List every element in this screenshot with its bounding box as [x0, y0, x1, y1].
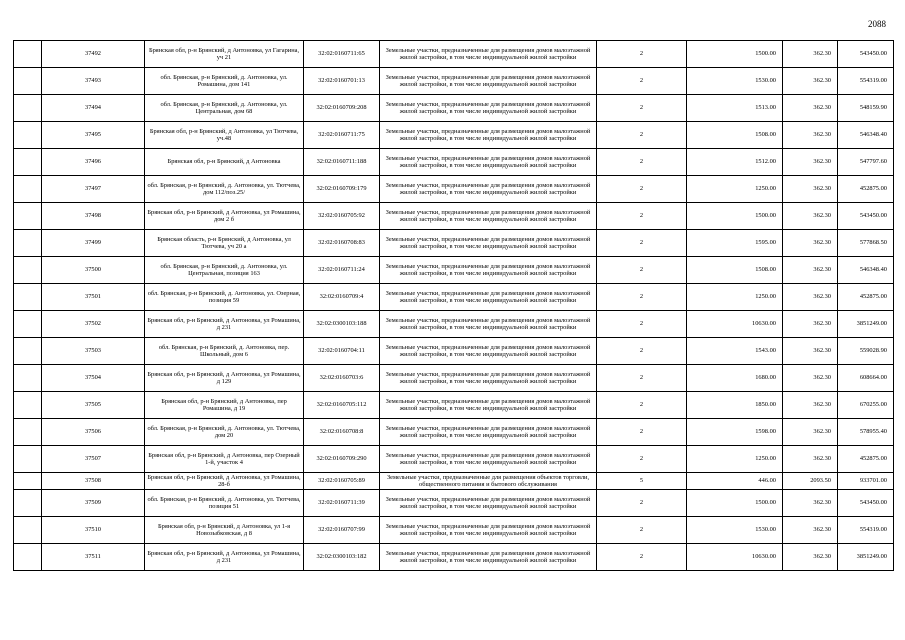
group-cell: 2	[597, 230, 687, 257]
land-use-cell: Земельные участки, предназначенные для размещения домов малоэтажной жилой застройки, в том числе индивидуальной жилой застройки	[380, 517, 597, 544]
area-cell: 1680.00	[687, 365, 783, 392]
group-cell: 5	[597, 473, 687, 490]
address-cell: обл. Брянская, р-н Брянский, д. Антоновка, ул. Тютчева, дом 112/поз.25/	[145, 176, 304, 203]
row-number-cell: 37493	[42, 68, 145, 95]
blank-margin-cell	[14, 203, 42, 230]
land-use-cell: Земельные участки, предназначенные для размещения домов малоэтажной жилой застройки, в том числе индивидуальной жилой застройки	[380, 176, 597, 203]
blank-margin-cell	[14, 68, 42, 95]
row-number-cell: 37510	[42, 517, 145, 544]
address-cell: обл. Брянская, р-н Брянский, д. Антоновка, ул. Ромашина, дом 141	[145, 68, 304, 95]
cadastral-number-cell: 32:02:0160708:83	[304, 230, 380, 257]
group-cell: 2	[597, 311, 687, 338]
group-cell: 2	[597, 419, 687, 446]
rate-cell: 362.30	[783, 517, 838, 544]
row-number-cell: 37507	[42, 446, 145, 473]
area-cell: 1850.00	[687, 392, 783, 419]
address-cell: Брянская обл, р-н Брянский, д Антоновка, ул Гагарина, уч 21	[145, 41, 304, 68]
row-number-cell: 37505	[42, 392, 145, 419]
land-use-cell: Земельные участки, предназначенные для размещения объектов торговли, общественного питания и бытового обслуживания	[380, 473, 597, 490]
cadastral-number-cell: 32:02:0160709:208	[304, 95, 380, 122]
table-body	[14, 41, 894, 571]
cadastral-value-cell: 546348.40	[838, 122, 894, 149]
area-cell: 1500.00	[687, 41, 783, 68]
cadastral-number-cell: 32:02:0160711:65	[304, 41, 380, 68]
land-use-cell: Земельные участки, предназначенные для размещения домов малоэтажной жилой застройки, в том числе индивидуальной жилой застройки	[380, 257, 597, 284]
area-cell: 1513.00	[687, 95, 783, 122]
table-row	[14, 311, 894, 338]
cadastral-number-cell: 32:02:0160705:92	[304, 203, 380, 230]
group-cell: 2	[597, 365, 687, 392]
land-use-cell: Земельные участки, предназначенные для размещения домов малоэтажной жилой застройки, в том числе индивидуальной жилой застройки	[380, 419, 597, 446]
blank-margin-cell	[14, 338, 42, 365]
address-cell: Брянская обл, р-н Брянский, д Антоновка	[145, 149, 304, 176]
cadastral-number-cell: 32:02:0160701:13	[304, 68, 380, 95]
cadastral-value-cell: 670255.00	[838, 392, 894, 419]
table-row	[14, 473, 894, 490]
blank-margin-cell	[14, 257, 42, 284]
table-row	[14, 122, 894, 149]
area-cell: 1250.00	[687, 446, 783, 473]
row-number-cell: 37509	[42, 490, 145, 517]
area-cell: 1250.00	[687, 284, 783, 311]
cadastral-number-cell: 32:02:0160711:188	[304, 149, 380, 176]
cadastral-number-cell: 32:02:0160711:39	[304, 490, 380, 517]
address-cell: обл. Брянская, р-н Брянский, д. Антоновка, пер. Школьный, дом 6	[145, 338, 304, 365]
cadastral-value-cell: 543450.00	[838, 41, 894, 68]
area-cell: 1530.00	[687, 68, 783, 95]
cadastral-number-cell: 32:02:0160709:179	[304, 176, 380, 203]
row-number-cell: 37511	[42, 544, 145, 571]
rate-cell: 362.30	[783, 203, 838, 230]
land-use-cell: Земельные участки, предназначенные для размещения домов малоэтажной жилой застройки, в том числе индивидуальной жилой застройки	[380, 284, 597, 311]
cadastral-value-cell: 543450.00	[838, 490, 894, 517]
table-row	[14, 419, 894, 446]
land-use-cell: Земельные участки, предназначенные для размещения домов малоэтажной жилой застройки, в том числе индивидуальной жилой застройки	[380, 311, 597, 338]
area-cell: 1530.00	[687, 517, 783, 544]
rate-cell: 362.30	[783, 95, 838, 122]
group-cell: 2	[597, 149, 687, 176]
row-number-cell: 37494	[42, 95, 145, 122]
rate-cell: 362.30	[783, 338, 838, 365]
group-cell: 2	[597, 203, 687, 230]
address-cell: Брянская обл, р-н Брянский, д Антоновка, пер Озерный 1-й, участок 4	[145, 446, 304, 473]
cadastral-value-cell: 3851249.00	[838, 311, 894, 338]
address-cell: Брянская обл, р-н Брянский, д Антоновка, ул 1-я Новозыбковская, д 8	[145, 517, 304, 544]
area-cell: 1595.00	[687, 230, 783, 257]
rate-cell: 362.30	[783, 149, 838, 176]
land-use-cell: Земельные участки, предназначенные для размещения домов малоэтажной жилой застройки, в том числе индивидуальной жилой застройки	[380, 68, 597, 95]
cadastral-value-cell: 452875.00	[838, 176, 894, 203]
cadastral-number-cell: 32:02:0160703:6	[304, 365, 380, 392]
cadastral-value-cell: 543450.00	[838, 203, 894, 230]
row-number-cell: 37501	[42, 284, 145, 311]
blank-margin-cell	[14, 284, 42, 311]
address-cell: Брянская обл, р-н Брянский, д Антоновка, ул Тютчева, уч.48	[145, 122, 304, 149]
group-cell: 2	[597, 517, 687, 544]
row-number-cell: 37495	[42, 122, 145, 149]
row-number-cell: 37499	[42, 230, 145, 257]
address-cell: Брянская обл, р-н Брянский, д Антоновка, ул Ромашина, д 231	[145, 544, 304, 571]
cadastral-value-cell: 3851249.00	[838, 544, 894, 571]
cadastral-value-cell: 608664.00	[838, 365, 894, 392]
blank-margin-cell	[14, 473, 42, 490]
cadastral-number-cell: 32:02:0160711:75	[304, 122, 380, 149]
table-row	[14, 392, 894, 419]
area-cell: 10630.00	[687, 544, 783, 571]
group-cell: 2	[597, 41, 687, 68]
cadastral-number-cell: 32:02:0160705:89	[304, 473, 380, 490]
land-use-cell: Земельные участки, предназначенные для размещения домов малоэтажной жилой застройки, в том числе индивидуальной жилой застройки	[380, 490, 597, 517]
row-number-cell: 37500	[42, 257, 145, 284]
land-use-cell: Земельные участки, предназначенные для размещения домов малоэтажной жилой застройки, в том числе индивидуальной жилой застройки	[380, 392, 597, 419]
rate-cell: 362.30	[783, 122, 838, 149]
address-cell: обл. Брянская, р-н Брянский, д. Антоновка, ул. Центральная, дом 68	[145, 95, 304, 122]
land-use-cell: Земельные участки, предназначенные для размещения домов малоэтажной жилой застройки, в том числе индивидуальной жилой застройки	[380, 95, 597, 122]
blank-margin-cell	[14, 149, 42, 176]
land-use-cell: Земельные участки, предназначенные для размещения домов малоэтажной жилой застройки, в том числе индивидуальной жилой застройки	[380, 149, 597, 176]
cadastral-number-cell: 32:02:0160705:112	[304, 392, 380, 419]
address-cell: Брянская обл, р-н Брянский, д Антоновка, ул Ромашина, д 231	[145, 311, 304, 338]
blank-margin-cell	[14, 311, 42, 338]
blank-margin-cell	[14, 122, 42, 149]
address-cell: обл. Брянская, р-н Брянский, д. Антоновка, ул. Озерная, позиция 59	[145, 284, 304, 311]
blank-margin-cell	[14, 419, 42, 446]
rate-cell: 362.30	[783, 230, 838, 257]
blank-margin-cell	[14, 95, 42, 122]
area-cell: 1543.00	[687, 338, 783, 365]
row-number-cell: 37508	[42, 473, 145, 490]
area-cell: 1250.00	[687, 176, 783, 203]
rate-cell: 362.30	[783, 257, 838, 284]
group-cell: 2	[597, 338, 687, 365]
group-cell: 2	[597, 544, 687, 571]
cadastral-number-cell: 32:02:0160707:99	[304, 517, 380, 544]
group-cell: 2	[597, 490, 687, 517]
blank-margin-cell	[14, 365, 42, 392]
row-number-cell: 37498	[42, 203, 145, 230]
land-use-cell: Земельные участки, предназначенные для размещения домов малоэтажной жилой застройки, в том числе индивидуальной жилой застройки	[380, 203, 597, 230]
area-cell: 1508.00	[687, 122, 783, 149]
cadastral-number-cell: 32:02:0160709:4	[304, 284, 380, 311]
cadastral-value-cell: 554319.00	[838, 68, 894, 95]
cadastral-value-cell: 452875.00	[838, 284, 894, 311]
land-use-cell: Земельные участки, предназначенные для размещения домов малоэтажной жилой застройки, в том числе индивидуальной жилой застройки	[380, 365, 597, 392]
group-cell: 2	[597, 446, 687, 473]
area-cell: 1500.00	[687, 490, 783, 517]
land-use-cell: Земельные участки, предназначенные для размещения домов малоэтажной жилой застройки, в том числе индивидуальной жилой застройки	[380, 41, 597, 68]
rate-cell: 362.30	[783, 284, 838, 311]
rate-cell: 362.30	[783, 68, 838, 95]
group-cell: 2	[597, 176, 687, 203]
cadastral-number-cell: 32:02:0300103:188	[304, 311, 380, 338]
table-row	[14, 446, 894, 473]
area-cell: 10630.00	[687, 311, 783, 338]
group-cell: 2	[597, 95, 687, 122]
table-row	[14, 41, 894, 68]
address-cell: Брянская обл, р-н Брянский, д Антоновка, ул Ромашина, дом 2 б	[145, 203, 304, 230]
table-row	[14, 176, 894, 203]
group-cell: 2	[597, 122, 687, 149]
table-row	[14, 257, 894, 284]
area-cell: 446.00	[687, 473, 783, 490]
address-cell: обл. Брянская, р-н Брянский, д. Антоновка, ул. Тютчева, позиция 51	[145, 490, 304, 517]
cadastral-value-cell: 547797.60	[838, 149, 894, 176]
table-row	[14, 544, 894, 571]
cadastral-value-cell: 577868.50	[838, 230, 894, 257]
rate-cell: 2093.50	[783, 473, 838, 490]
land-use-cell: Земельные участки, предназначенные для размещения домов малоэтажной жилой застройки, в том числе индивидуальной жилой застройки	[380, 230, 597, 257]
group-cell: 2	[597, 392, 687, 419]
cadastral-value-cell: 546348.40	[838, 257, 894, 284]
rate-cell: 362.30	[783, 490, 838, 517]
blank-margin-cell	[14, 41, 42, 68]
blank-margin-cell	[14, 544, 42, 571]
table-row	[14, 365, 894, 392]
address-cell: обл. Брянская, р-н Брянский, д. Антоновка, ул. Центральная, позиция 163	[145, 257, 304, 284]
area-cell: 1500.00	[687, 203, 783, 230]
land-use-cell: Земельные участки, предназначенные для размещения домов малоэтажной жилой застройки, в том числе индивидуальной жилой застройки	[380, 122, 597, 149]
blank-margin-cell	[14, 517, 42, 544]
rate-cell: 362.30	[783, 41, 838, 68]
row-number-cell: 37492	[42, 41, 145, 68]
row-number-cell: 37506	[42, 419, 145, 446]
address-cell: Брянская обл, р-н Брянский, д Антоновка, ул Ромашина, 28-б	[145, 473, 304, 490]
address-cell: обл. Брянская, р-н Брянский, д. Антоновка, ул. Тютчева, дом 20	[145, 419, 304, 446]
cadastral-value-cell: 554319.00	[838, 517, 894, 544]
blank-margin-cell	[14, 392, 42, 419]
table-row	[14, 68, 894, 95]
land-use-cell: Земельные участки, предназначенные для размещения домов малоэтажной жилой застройки, в том числе индивидуальной жилой застройки	[380, 338, 597, 365]
blank-margin-cell	[14, 176, 42, 203]
cadastral-value-cell: 452875.00	[838, 446, 894, 473]
rate-cell: 362.30	[783, 365, 838, 392]
row-number-cell: 37497	[42, 176, 145, 203]
cadastral-number-cell: 32:02:0160704:11	[304, 338, 380, 365]
cadastral-value-cell: 559028.90	[838, 338, 894, 365]
land-use-cell: Земельные участки, предназначенные для размещения домов малоэтажной жилой застройки, в том числе индивидуальной жилой застройки	[380, 446, 597, 473]
blank-margin-cell	[14, 230, 42, 257]
table-row	[14, 230, 894, 257]
address-cell: Брянская обл, р-н Брянский, д Антоновка, ул Ромашина, д 129	[145, 365, 304, 392]
group-cell: 2	[597, 284, 687, 311]
rate-cell: 362.30	[783, 311, 838, 338]
cadastral-number-cell: 32:02:0160709:290	[304, 446, 380, 473]
group-cell: 2	[597, 68, 687, 95]
cadastral-value-cell: 548159.90	[838, 95, 894, 122]
area-cell: 1512.00	[687, 149, 783, 176]
cadastral-value-cell: 578955.40	[838, 419, 894, 446]
blank-margin-cell	[14, 446, 42, 473]
blank-margin-cell	[14, 490, 42, 517]
group-cell: 2	[597, 257, 687, 284]
table-row	[14, 338, 894, 365]
cadastral-number-cell: 32:02:0160711:24	[304, 257, 380, 284]
table-row	[14, 149, 894, 176]
table-row	[14, 490, 894, 517]
row-number-cell: 37503	[42, 338, 145, 365]
area-cell: 1508.00	[687, 257, 783, 284]
table-row	[14, 284, 894, 311]
rate-cell: 362.30	[783, 446, 838, 473]
land-use-cell: Земельные участки, предназначенные для размещения домов малоэтажной жилой застройки, в том числе индивидуальной жилой застройки	[380, 544, 597, 571]
table-row	[14, 517, 894, 544]
cadastral-number-cell: 32:02:0300103:182	[304, 544, 380, 571]
cadastral-value-cell: 933701.00	[838, 473, 894, 490]
rate-cell: 362.30	[783, 392, 838, 419]
table-row	[14, 95, 894, 122]
cadastral-value-table	[13, 40, 894, 571]
rate-cell: 362.30	[783, 419, 838, 446]
table-row	[14, 203, 894, 230]
rate-cell: 362.30	[783, 176, 838, 203]
page-number: 2088	[868, 19, 886, 29]
cadastral-number-cell: 32:02:0160708:8	[304, 419, 380, 446]
row-number-cell: 37504	[42, 365, 145, 392]
address-cell: Брянская область, р-н Брянский, д Антоновка, ул Тютчева, уч 20 а	[145, 230, 304, 257]
row-number-cell: 37502	[42, 311, 145, 338]
area-cell: 1598.00	[687, 419, 783, 446]
rate-cell: 362.30	[783, 544, 838, 571]
address-cell: Брянская обл, р-н Брянский, д Антоновка, пер Ромашина, д 19	[145, 392, 304, 419]
row-number-cell: 37496	[42, 149, 145, 176]
